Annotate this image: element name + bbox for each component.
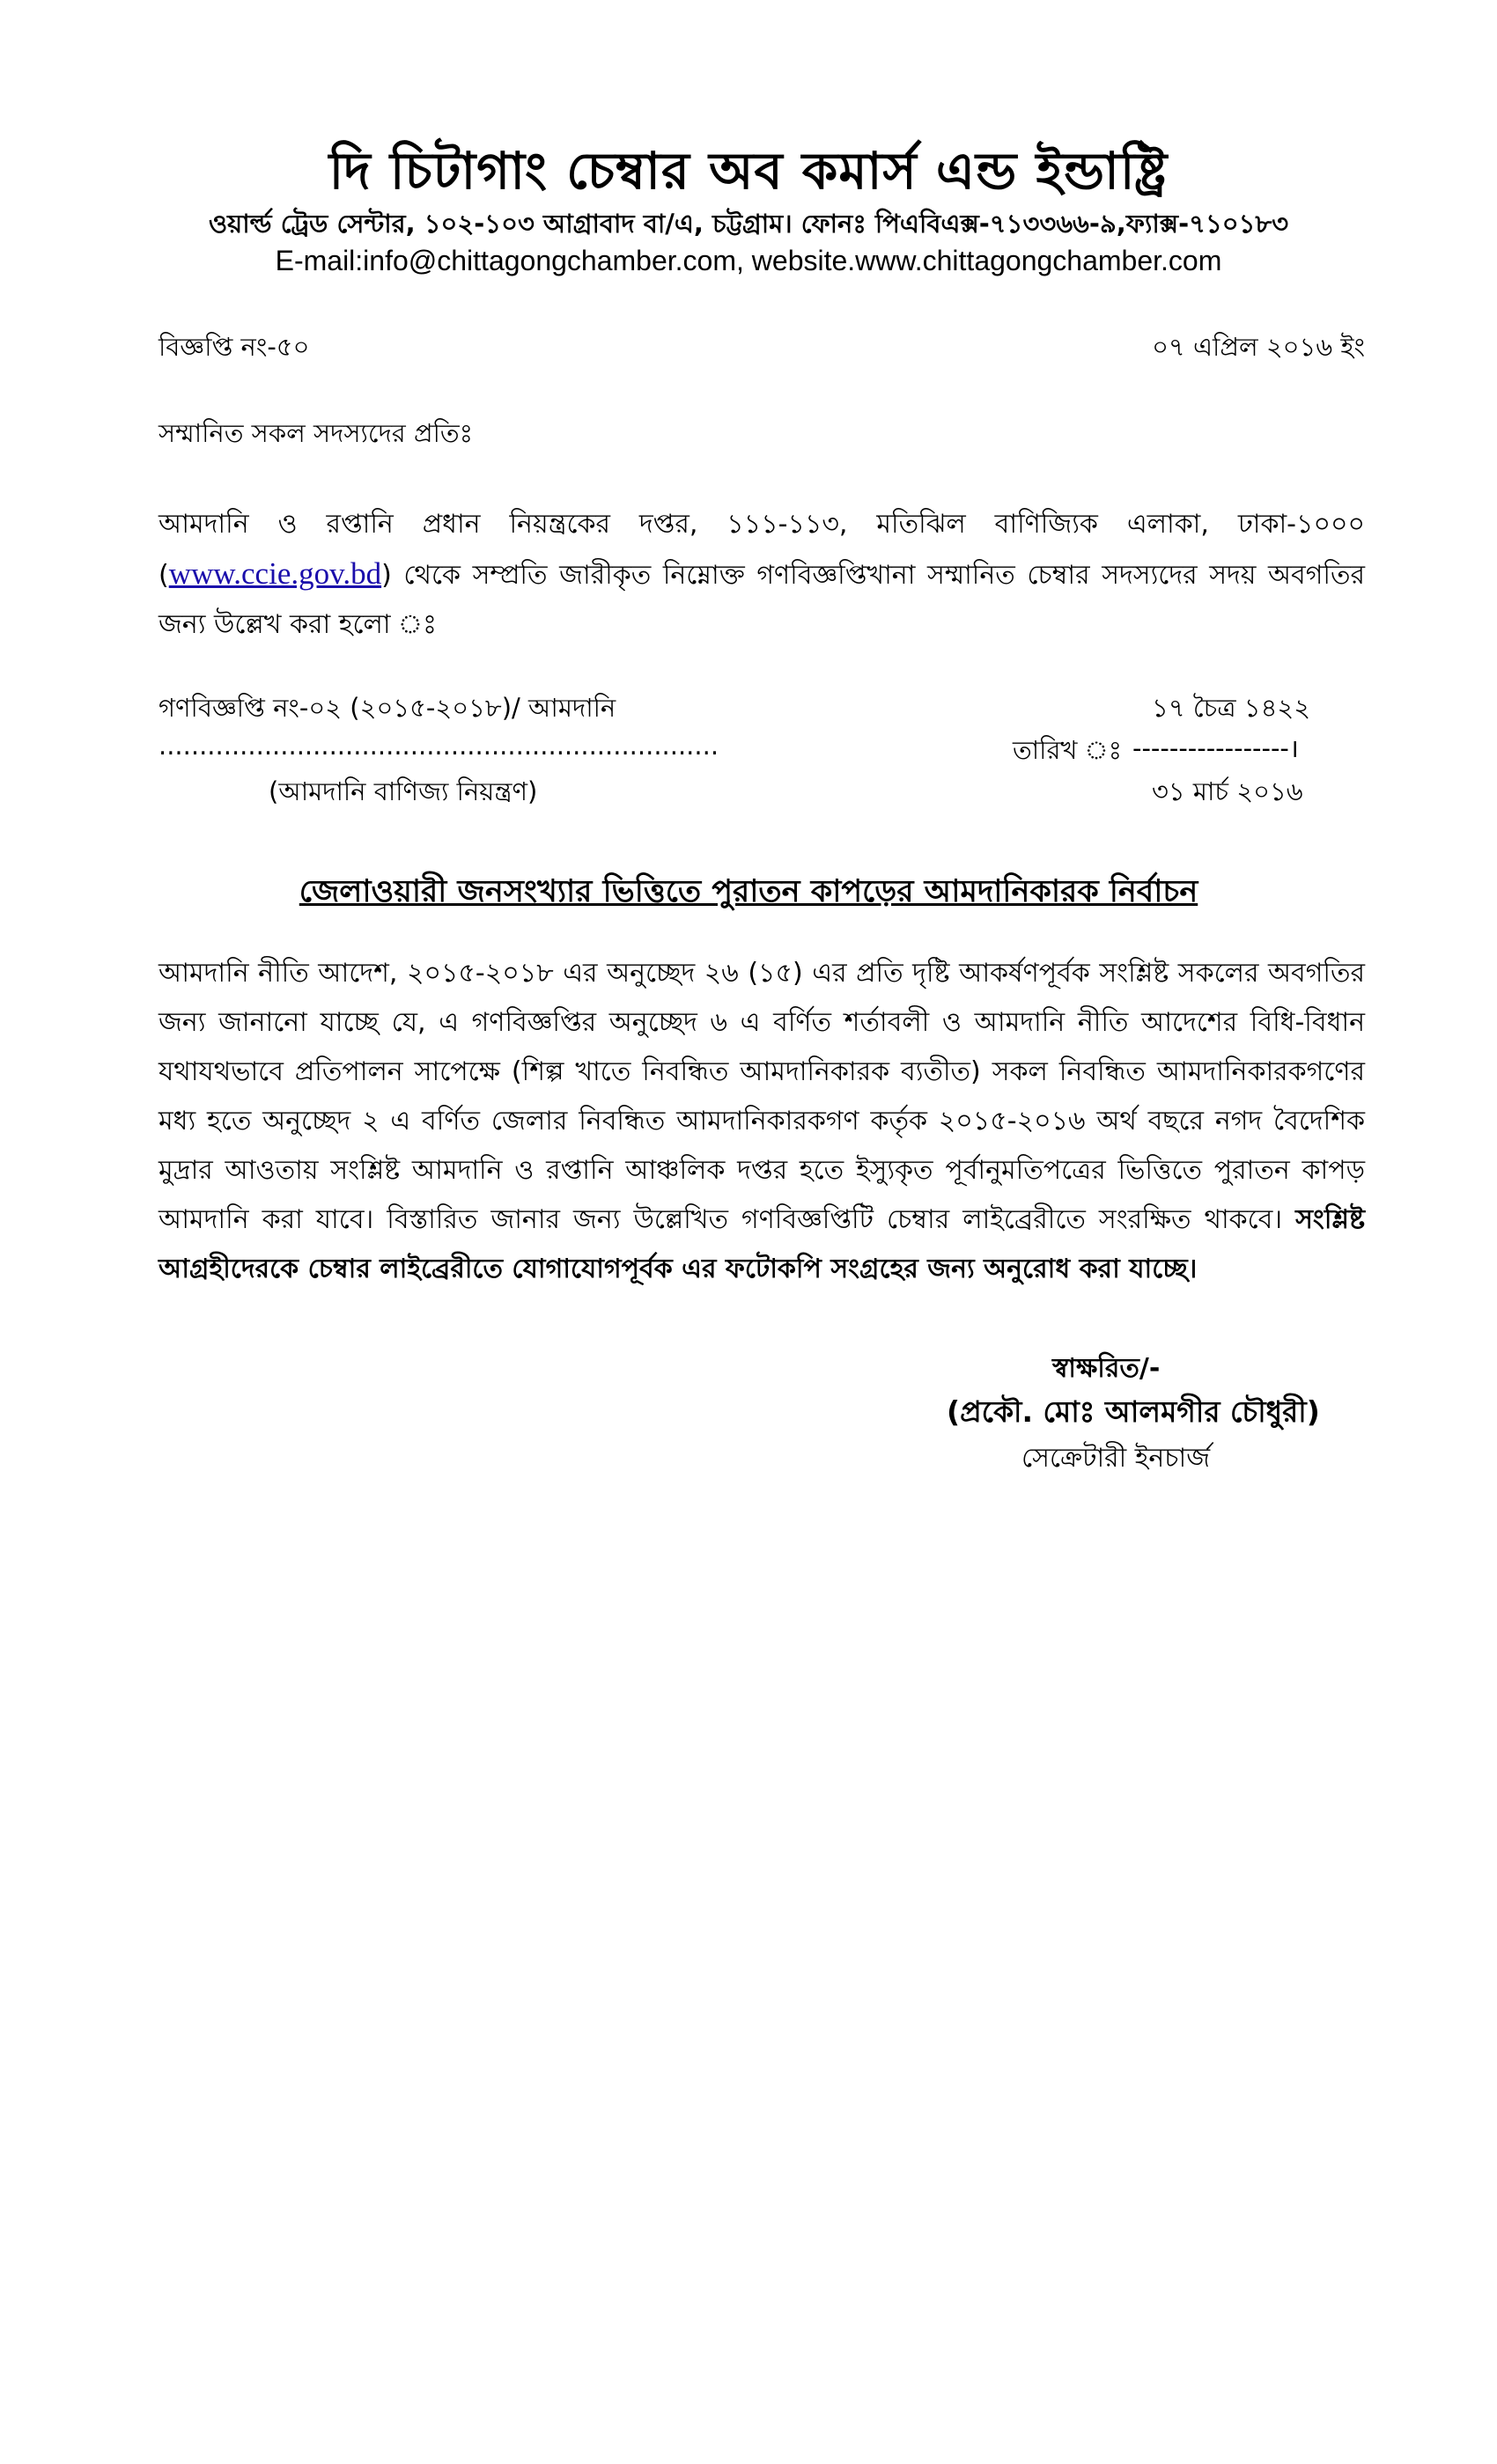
- intro-paragraph: [159, 500, 1365, 650]
- intro-text-end: ) থেকে সম্প্রতি জারীকৃত নিম্নোক্ত গণবিজ্ঞপ্তিখানা সম্মানিত চেম্বার সদস্যদের সদয় অবগতির জন্য উল্লেখ করা হলো ঃ: [159, 560, 1365, 640]
- notice-subject: জেলাওয়ারী জনসংখ্যার ভিত্তিতে পুরাতন কাপড়ের আমদানিকারক নির্বাচন: [299, 874, 1198, 909]
- gazette-english-date: ৩১ মার্চ ২০১৬: [1152, 776, 1303, 806]
- signatory-name: (প্রকৌ. মোঃ আলমগীর চৌধুরী): [947, 1394, 1320, 1429]
- salutation: সম্মানিত সকল সদস্যদের প্রতিঃ: [159, 418, 474, 448]
- intro-text-start: আমদানি ও রপ্তানি প্রধান নিয়ন্ত্রকের দপ্তর, ১১১-১১৩, মতিঝিল বাণিজ্যিক এলাকা, ঢাকা-১০০০ (: [159, 509, 1365, 591]
- gazette-date-label: তারিখ ঃ: [1013, 735, 1123, 765]
- organization-contact: E-mail:info@chittagongchamber.com, website.www.chittagongchamber.com: [275, 245, 1222, 276]
- gazette-number: গণবিজ্ঞপ্তি নং-০২ (২০১৫-২০১৮)/ আমদানি: [159, 693, 616, 723]
- body-paragraph: [159, 949, 1365, 1294]
- notice-number: বিজ্ঞপ্তি নং-৫০: [159, 332, 310, 362]
- organization-title: দি চিটাগাং চেম্বার অব কমার্স এন্ড ইন্ডাষ্ট্রি: [328, 141, 1169, 201]
- body-bold-text: সংশ্লিষ্ট আগ্রহীদেরকে চেম্বার লাইব্রেরীতে যোগাযোগপূর্বক এর ফটোকপি সংগ্রহের জন্য অনুরোধ করা যাচ্ছে।: [159, 1204, 1365, 1284]
- ccie-website-link[interactable]: www.ccie.gov.bd: [168, 556, 382, 591]
- notice-date: ০৭ এপ্রিল ২০১৬ ইং: [1152, 332, 1365, 362]
- gazette-date-dashes: -----------------।: [1132, 733, 1299, 763]
- signed-mark: স্বাক্ষরিত/-: [1052, 1353, 1161, 1384]
- organization-address: ওয়ার্ল্ড ট্রেড সেন্টার, ১০২-১০৩ আগ্রাবাদ বা/এ, চট্টগ্রাম। ফোনঃ পিএবিএক্স-৭১৩৩৬৬-৯,ফ্যাক্স-৭১০১৮৩: [208, 209, 1289, 239]
- gazette-bangla-date: ১৭ চৈত্র ১৪২২: [1152, 693, 1311, 723]
- signatory-title: সেক্রেটারী ইনচার্জ: [1021, 1443, 1211, 1474]
- body-text: আমদানি নীতি আদেশ, ২০১৫-২০১৮ এর অনুচ্ছেদ ২৬ (১৫) এর প্রতি দৃষ্টি আকর্ষণপূর্বক সংশ্লিষ্ট সকলের অবগতির জন্য জানানো যাচ্ছে যে, এ গণবিজ্ঞপ্তির অনুচ্ছেদ ৬ এ বর্ণিত শর্তাবলী ও আমদানি নীতি আদেশের বিধি-বিধান যথাযথভাবে প্রতিপালন সাপেক্ষে (শিল্প খাতে নিবন্ধিত আমদানিকারক ব্যতীত) সকল নিবন্ধিত আমদানিকারকগণের মধ্য হতে অনুচ্ছেদ ২ এ বর্ণিত জেলার নিবন্ধিত আমদানিকারকগণ কর্তৃক ২০১৫-২০১৬ অর্থ বছরে নগদ বৈদেশিক মুদ্রার আওতায় সংশ্লিষ্ট আমদানি ও রপ্তানি আঞ্চলিক দপ্তর হতে ইস্যুকৃত পূর্বানুমতিপত্রের ভিত্তিতে পুরাতন কাপড় আমদানি করা যাবে। বিস্তারিত জানার জন্য উল্লেখিত গণবিজ্ঞপ্তিটি চেম্বার লাইব্রেরীতে সংরক্ষিত থাকবে।: [159, 958, 1365, 1235]
- gazette-office: (আমদানি বাণিজ্য নিয়ন্ত্রণ): [269, 776, 538, 806]
- gazette-dots: .....................................................................: [159, 731, 719, 761]
